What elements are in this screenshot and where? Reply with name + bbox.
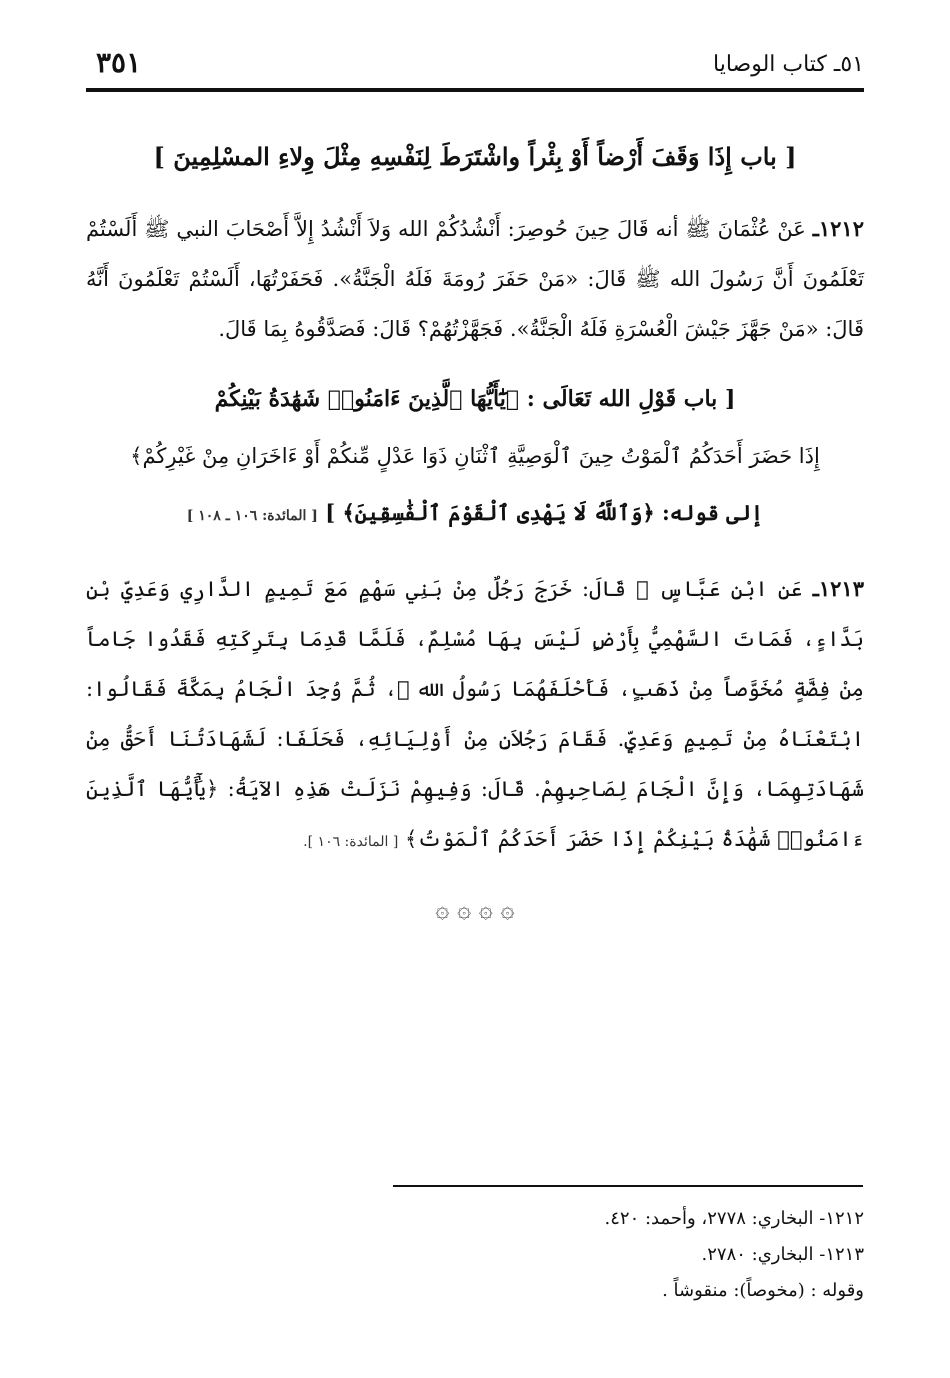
section-title-2-line3 bbox=[86, 500, 864, 525]
hadith-1213 bbox=[86, 564, 864, 867]
section-title-2-line2: إِذَا حَضَرَ أَحَدَكُمُ ٱلْمَوْتُ حِينَ ٱلْوَصِيَّةِ ٱثْنَانِ ذَوَا عَدْلٍ مِّنكُمْ أَوْ ءَاخَرَانِ مِنْ غَيْرِكُمْ﴾ bbox=[130, 444, 820, 468]
hadith-text: عَنِ ابْنِ عَبَّاسٍ ﷺ قَالَ: خَرَجَ رَجُلٌ مِنْ بَنِي سَهْمٍ مَعَ تَمِيمٍ الدَّارِي وَعَدِيِّ بْنِ بَدَّاءٍ، فَمَاتَ السَّهْمِيُّ بِأَرْضٍ لَيْسَ بِهَا مُسْلِمٌ، فَلَمَّا قَدِمَا بِتَرِكَتِهِ فَقَدُوا جَاماً مِنْ فِضَّةٍ مُخَوَّصاً مِنْ ذَهَبٍ، فَأَحْلَفَهُمَا رَسُولُ الله ﷺ، ثُمَّ وُجِدَ الْجَامُ بِمَكَّةَ فَقَالُوا: ابْتَعْنَاهُ مِنْ تَمِيمٍ وَعَدِيٍّ. فَقَامَ رَجُلاَنِ مِنْ أَوْلِيَائِهِ، فَحَلَفَا: لَشَهَادَتُنَا أَحَقُّ مِنْ شَهَادَتِهِمَا، وَإِنَّ الْجَامَ لِصَاحِبِهِمْ. قَالَ: وَفِيهِمْ نَزَلَتْ هَذِهِ الآيَةُ: ﴿يَٰٓأَيُّهَا ٱلَّذِينَ ءَامَنُوا۟ شَهَٰدَةُ بَيْنِكُمْ إِذَا حَضَرَ أَحَدَكُمُ ٱلْمَوْتُ﴾ bbox=[86, 577, 864, 851]
footnote-gloss: وقوله : (مخوصاً): منقوشاً . bbox=[662, 1280, 864, 1301]
hadith-number: ١٢١٢ـ bbox=[812, 216, 864, 241]
section-title-1: [ باب إِذَا وَقَفَ أَرْضاً أَوْ بِئْراً واشْتَرَطَ لِنَفْسِهِ مِثْلَ وِلاءِ المسْلِمِينَ ] bbox=[153, 142, 797, 171]
section-title-2-line1: [ باب قَوْلِ الله تَعَالَى : ﴿يَٰٓأَيُّهَا ٱلَّذِينَ ءَامَنُوا۟ شَهَٰدَةُ بَيْنِكُمْ bbox=[214, 386, 736, 412]
page-number: ٣٥١ bbox=[96, 46, 142, 79]
ornament-divider: ۞ ۞ ۞ ۞ bbox=[435, 895, 515, 923]
section-title-2-line3-text: إلى قوله: ﴿وَٱللَّهُ لَا يَهْدِى ٱلْقَوْمَ ٱلْفَٰسِقِينَ﴾ ] bbox=[325, 500, 764, 525]
chapter-title: ٥١ـ كتاب الوصايا bbox=[713, 52, 864, 77]
section-title-2-ref: [ المائدة: ١٠٦ ـ ١٠٨ ] bbox=[186, 508, 318, 524]
quran-reference: [ المائدة: ١٠٦ ]. bbox=[303, 834, 399, 850]
header-rule bbox=[86, 88, 864, 92]
hadith-number: ١٢١٣ـ bbox=[812, 576, 864, 601]
page-header bbox=[86, 44, 864, 88]
hadith-text: عَنْ عُثْمَانَ ﷺ أنه قَالَ حِينَ حُوصِرَ: أَنْشُدُكُمْ الله وَلاَ أَنْشُدُ إِلاَّ أَصْحَابَ النبي ﷺ أَلَسْتُمْ تَعْلَمُونَ أَنَّ رَسُولَ الله ﷺ قَالَ: «مَنْ حَفَرَ رُومَةَ فَلَهُ الْجَنَّةُ». فَحَفَرْتُهَا، أَلَسْتُمْ تَعْلَمُونَ أَنَّهُ قَالَ: «مَنْ جَهَّزَ جَيْشَ الْعُسْرَةِ فَلَهُ الْجَنَّةُ». فَجَهَّزْتُهُمْ؟ قَالَ: فَصَدَّقُوهُ بِمَا قَالَ. bbox=[86, 217, 864, 341]
hadith-1212 bbox=[86, 204, 864, 354]
footnote-1213: ١٢١٣- البخاري: ٢٧٨٠. bbox=[701, 1244, 864, 1265]
footnote-rule bbox=[393, 1185, 863, 1187]
footnote-1212: ١٢١٢- البخاري: ٢٧٧٨، وأحمد: ٤٢٠. bbox=[604, 1208, 864, 1229]
